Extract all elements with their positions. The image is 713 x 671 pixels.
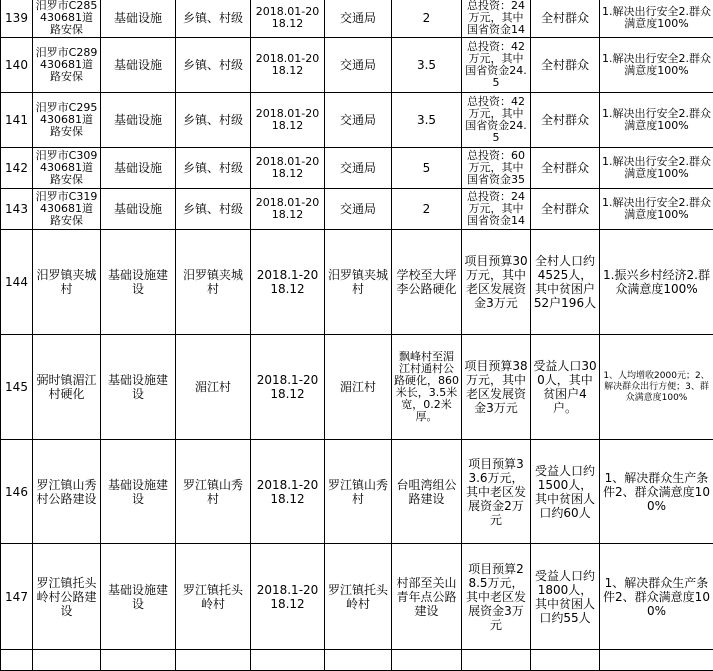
project-location: 乡镇、村级 [176,189,251,230]
project-location: 罗江镇托头岭村 [176,544,251,650]
project-type: 基础设施 [101,93,176,148]
project-period: 2018.1-2018.12 [251,230,325,335]
project-funds: 总投资：60万元，其中国省资金35 [462,148,531,189]
responsible-unit: 交通局 [325,189,392,230]
responsible-unit: 罗江镇托头岭村 [325,544,392,650]
table-row [1,335,713,440]
project-content: 2 [392,0,462,38]
row-number: 143 [1,189,33,230]
beneficiaries: 受益人口约1500人，其中贫困人口约60人 [531,440,600,544]
responsible-unit: 汨罗镇夹城村 [325,230,392,335]
empty-cell [176,650,251,671]
beneficiaries: 受益人口约1800人，其中贫困人口约55人 [531,544,600,650]
project-location: 湄江村 [176,335,251,440]
empty-cell [600,650,713,671]
project-name: 汨罗市C285430681道路安保 [33,0,101,38]
project-funds: 总投资：24万元，其中国省资金14 [462,0,531,38]
project-location: 乡镇、村级 [176,148,251,189]
project-period: 2018.1-2018.12 [251,440,325,544]
project-content: 2 [392,189,462,230]
beneficiaries: 受益人口300人，其中贫困户4户。 [531,335,600,440]
table-row [1,440,713,544]
responsible-unit: 交通局 [325,0,392,38]
beneficiaries: 全村群众 [531,93,600,148]
project-location: 乡镇、村级 [176,38,251,93]
performance-goal: 1.解决出行安全2.群众满意度100% [600,0,713,38]
project-funds: 总投资：42万元，其中国省资金24.5 [462,38,531,93]
row-number: 146 [1,440,33,544]
project-location: 乡镇、村级 [176,93,251,148]
table-row [1,93,713,148]
empty-cell [251,650,325,671]
project-location: 乡镇、村级 [176,0,251,38]
project-name: 罗江镇托头岭村公路建设 [33,544,101,650]
project-type: 基础设施 [101,0,176,38]
beneficiaries: 全村群众 [531,38,600,93]
performance-goal: 1.解决出行安全2.群众满意度100% [600,189,713,230]
project-name: 汨罗市C309430681道路安保 [33,148,101,189]
responsible-unit: 罗江镇山秀村 [325,440,392,544]
project-funds: 项目预算33.6万元，其中老区发展资金2万元 [462,440,531,544]
project-location: 汨罗镇夹城村 [176,230,251,335]
table-row [1,38,713,93]
responsible-unit: 交通局 [325,38,392,93]
project-type: 基础设施 [101,189,176,230]
row-number: 140 [1,38,33,93]
project-type: 基础设施 [101,148,176,189]
performance-goal: 1、人均增收2000元；2、解决群众出行方便；3、群众满意度100% [600,335,713,440]
row-number: 141 [1,93,33,148]
empty-cell [1,650,33,671]
empty-cell [392,650,462,671]
project-funds: 总投资：42万元，其中国省资金24.5 [462,93,531,148]
project-content: 学校至大坪李公路硬化 [392,230,462,335]
empty-cell [33,650,101,671]
project-funds: 项目预算30万元，其中老区发展资金3万元 [462,230,531,335]
beneficiaries: 全村人口约4525人，其中贫困户52户196人 [531,230,600,335]
empty-cell [462,650,531,671]
project-funds: 总投资：24万元，其中国省资金14 [462,189,531,230]
performance-goal: 1.解决出行安全2.群众满意度100% [600,38,713,93]
table-row [1,230,713,335]
responsible-unit: 交通局 [325,148,392,189]
table-row [1,0,713,38]
project-name: 汨罗镇夹城村 [33,230,101,335]
row-number: 147 [1,544,33,650]
beneficiaries: 全村群众 [531,0,600,38]
project-name: 汨罗市C319430681道路安保 [33,189,101,230]
project-content: 3.5 [392,93,462,148]
project-type: 基础设施建设 [101,230,176,335]
project-name: 罗江镇山秀村公路建设 [33,440,101,544]
project-type: 基础设施建设 [101,544,176,650]
empty-cell [531,650,600,671]
project-content: 台咀湾组公路建设 [392,440,462,544]
row-number: 145 [1,335,33,440]
performance-goal: 1、解决群众生产条件2、群众满意度100% [600,544,713,650]
project-period: 2018.01-2018.12 [251,0,325,38]
project-period: 2018.1-2018.12 [251,335,325,440]
table-row [1,650,713,671]
performance-goal: 1、解决群众生产条件2、群众满意度100% [600,440,713,544]
table-row [1,544,713,650]
project-period: 2018.1-2018.12 [251,544,325,650]
project-content: 3.5 [392,38,462,93]
row-number: 144 [1,230,33,335]
beneficiaries: 全村群众 [531,148,600,189]
project-period: 2018.01-2018.12 [251,148,325,189]
project-type: 基础设施 [101,38,176,93]
table-row [1,189,713,230]
project-name: 汨罗市C295430681道路安保 [33,93,101,148]
project-period: 2018.01-2018.12 [251,189,325,230]
project-funds: 项目预算38万元，其中老区发展资金3万元 [462,335,531,440]
performance-goal: 1.解决出行安全2.群众满意度100% [600,148,713,189]
performance-goal: 1.解决出行安全2.群众满意度100% [600,93,713,148]
row-number: 139 [1,0,33,38]
project-content: 5 [392,148,462,189]
project-funds: 项目预算28.5万元，其中老区发展资金3万元 [462,544,531,650]
responsible-unit: 湄江村 [325,335,392,440]
project-type: 基础设施建设 [101,335,176,440]
empty-cell [325,650,392,671]
project-period: 2018.01-2018.12 [251,93,325,148]
project-location: 罗江镇山秀村 [176,440,251,544]
project-type: 基础设施建设 [101,440,176,544]
performance-goal: 1.振兴乡村经济2.群众满意度100% [600,230,713,335]
project-period: 2018.01-2018.12 [251,38,325,93]
row-number: 142 [1,148,33,189]
project-content: 飘峰村至湄江村通村公路硬化，860米长，3.5米宽，0.2米厚。 [392,335,462,440]
project-name: 汨罗市C289430681道路安保 [33,38,101,93]
beneficiaries: 全村群众 [531,189,600,230]
project-content: 村部至关山青年点公路建设 [392,544,462,650]
responsible-unit: 交通局 [325,93,392,148]
project-name: 弼时镇湄江村硬化 [33,335,101,440]
table-row [1,148,713,189]
empty-cell [101,650,176,671]
